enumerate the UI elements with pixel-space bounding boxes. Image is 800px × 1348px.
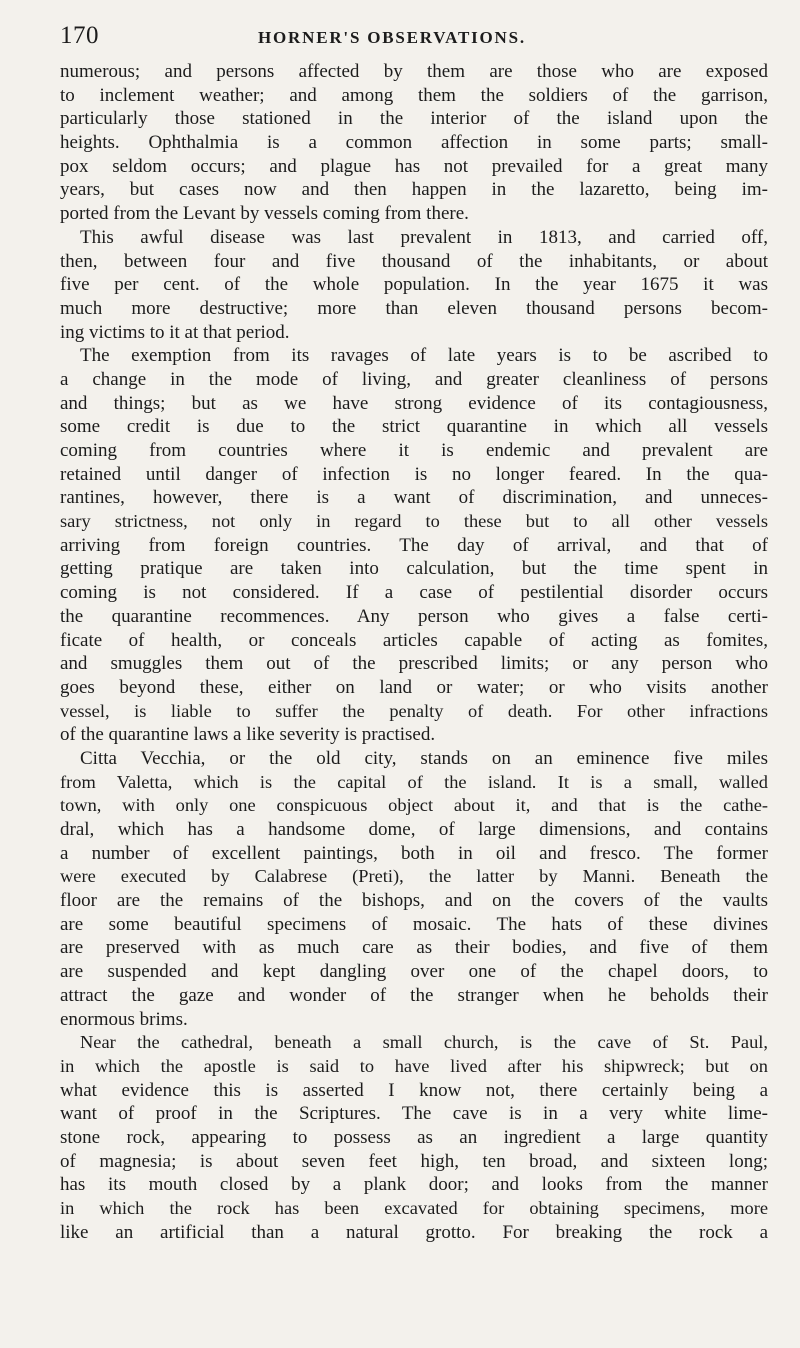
text-line: and smuggles them out of the prescribed limits; or any person who	[60, 653, 768, 675]
text-line: the quarantine recommences. Any person who gives a false certi-	[60, 605, 768, 627]
text-line: coming from countries where it is endemic and prevalent are	[60, 440, 768, 461]
text-line: has its mouth closed by a plank door; and looks from the manner	[60, 1174, 768, 1196]
text-line: like an artificial than a natural grotto. For breaking the rock a	[60, 1221, 768, 1243]
text-line: Citta Vecchia, or the old city, stands on an eminence five miles	[80, 747, 768, 769]
text-line: numerous; and persons affected by them are those who are exposed	[60, 61, 768, 82]
text-line: were executed by Calabrese (Preti), the latter by Manni. Beneath the	[60, 866, 768, 887]
page-header	[60, 22, 760, 54]
text-line: five per cent. of the whole population. In the year 1675 it was	[60, 274, 768, 296]
text-line: ported from the Levant by vessels coming from there.	[60, 203, 469, 225]
text-line: stone rock, appearing to possess as an ingredient a large quantity	[60, 1126, 768, 1148]
text-line: arriving from foreign countries. The day of arrival, and that of	[60, 534, 768, 556]
text-line: in which the rock has been excavated for obtaining specimens, more	[60, 1198, 768, 1218]
text-line: want of proof in the Scriptures. The cave is in a very white lime-	[60, 1103, 768, 1125]
text-line: what evidence this is asserted I know not, there certainly being a	[60, 1079, 768, 1101]
text-line: goes beyond these, either on land or water; or who visits another	[60, 676, 768, 698]
text-line: retained until danger of infection is no longer feared. In the qua-	[60, 463, 768, 485]
text-line: enormous brims.	[60, 1008, 188, 1030]
text-line: coming is not considered. If a case of pestilential disorder occurs	[60, 582, 768, 604]
text-line: of magnesia; is about seven feet high, ten broad, and sixteen long;	[60, 1150, 768, 1172]
text-line: This awful disease was last prevalent in 1813, and carried off,	[80, 226, 768, 248]
text-line: heights. Ophthalmia is a common affection in some parts; small-	[60, 132, 768, 154]
text-line: then, between four and five thousand of the inhabitants, or about	[60, 250, 768, 272]
text-line: a number of excellent paintings, both in oil and fresco. The former	[60, 842, 768, 864]
text-line: ing victims to it at that period.	[60, 321, 290, 343]
text-line: ficate of health, or conceals articles capable of acting as fomites,	[60, 629, 768, 651]
text-line: to inclement weather; and among them the soldiers of the garrison,	[60, 84, 768, 106]
page-number: 170	[60, 22, 99, 49]
text-line: in which the apostle is said to have lived after his shipwreck; but on	[60, 1055, 768, 1076]
text-line: much more destructive; more than eleven thousand persons becom-	[60, 297, 768, 319]
text-line: pox seldom occurs; and plague has not prevailed for a great many	[60, 155, 768, 177]
text-line: a change in the mode of living, and greater cleanliness of persons	[60, 368, 768, 390]
text-line: dral, which has a handsome dome, of large dimensions, and contains	[60, 819, 768, 840]
text-line: years, but cases now and then happen in the lazaretto, being im-	[60, 179, 768, 201]
text-line: Near the cathedral, beneath a small church, is the cave of St. Paul,	[80, 1032, 768, 1053]
text-line: floor are the remains of the bishops, and on the covers of the vaults	[60, 890, 768, 912]
text-line: particularly those stationed in the interior of the island upon the	[60, 108, 768, 130]
text-line: getting pratique are taken into calculation, but the time spent in	[60, 558, 768, 580]
text-line: The exemption from its ravages of late years is to be ascribed to	[80, 345, 768, 367]
text-line: sary strictness, not only in regard to these but to all other vessels	[60, 511, 768, 532]
text-line: some credit is due to the strict quarantine in which all vessels	[60, 416, 768, 438]
text-line: are some beautiful specimens of mosaic. The hats of these divines	[60, 913, 768, 935]
text-line: are preserved with as much care as their bodies, and five of them	[60, 937, 768, 959]
text-line: and things; but as we have strong evidence of its contagiousness,	[60, 392, 768, 414]
running-title: HORNER'S OBSERVATIONS.	[258, 28, 526, 47]
text-line: attract the gaze and wonder of the stranger when he beholds their	[60, 984, 768, 1006]
text-line: rantines, however, there is a want of discrimination, and unneces-	[60, 487, 768, 509]
text-line: vessel, is liable to suffer the penalty of death. For other infractions	[60, 700, 768, 721]
text-line: town, with only one conspicuous object about it, and that is the cathe-	[60, 795, 768, 816]
text-line: are suspended and kept dangling over one of the chapel doors, to	[60, 961, 768, 983]
text-line: of the quarantine laws a like severity is practised.	[60, 724, 436, 746]
text-line: from Valetta, which is the capital of the island. It is a small, walled	[60, 771, 768, 792]
body-text	[60, 60, 768, 1244]
